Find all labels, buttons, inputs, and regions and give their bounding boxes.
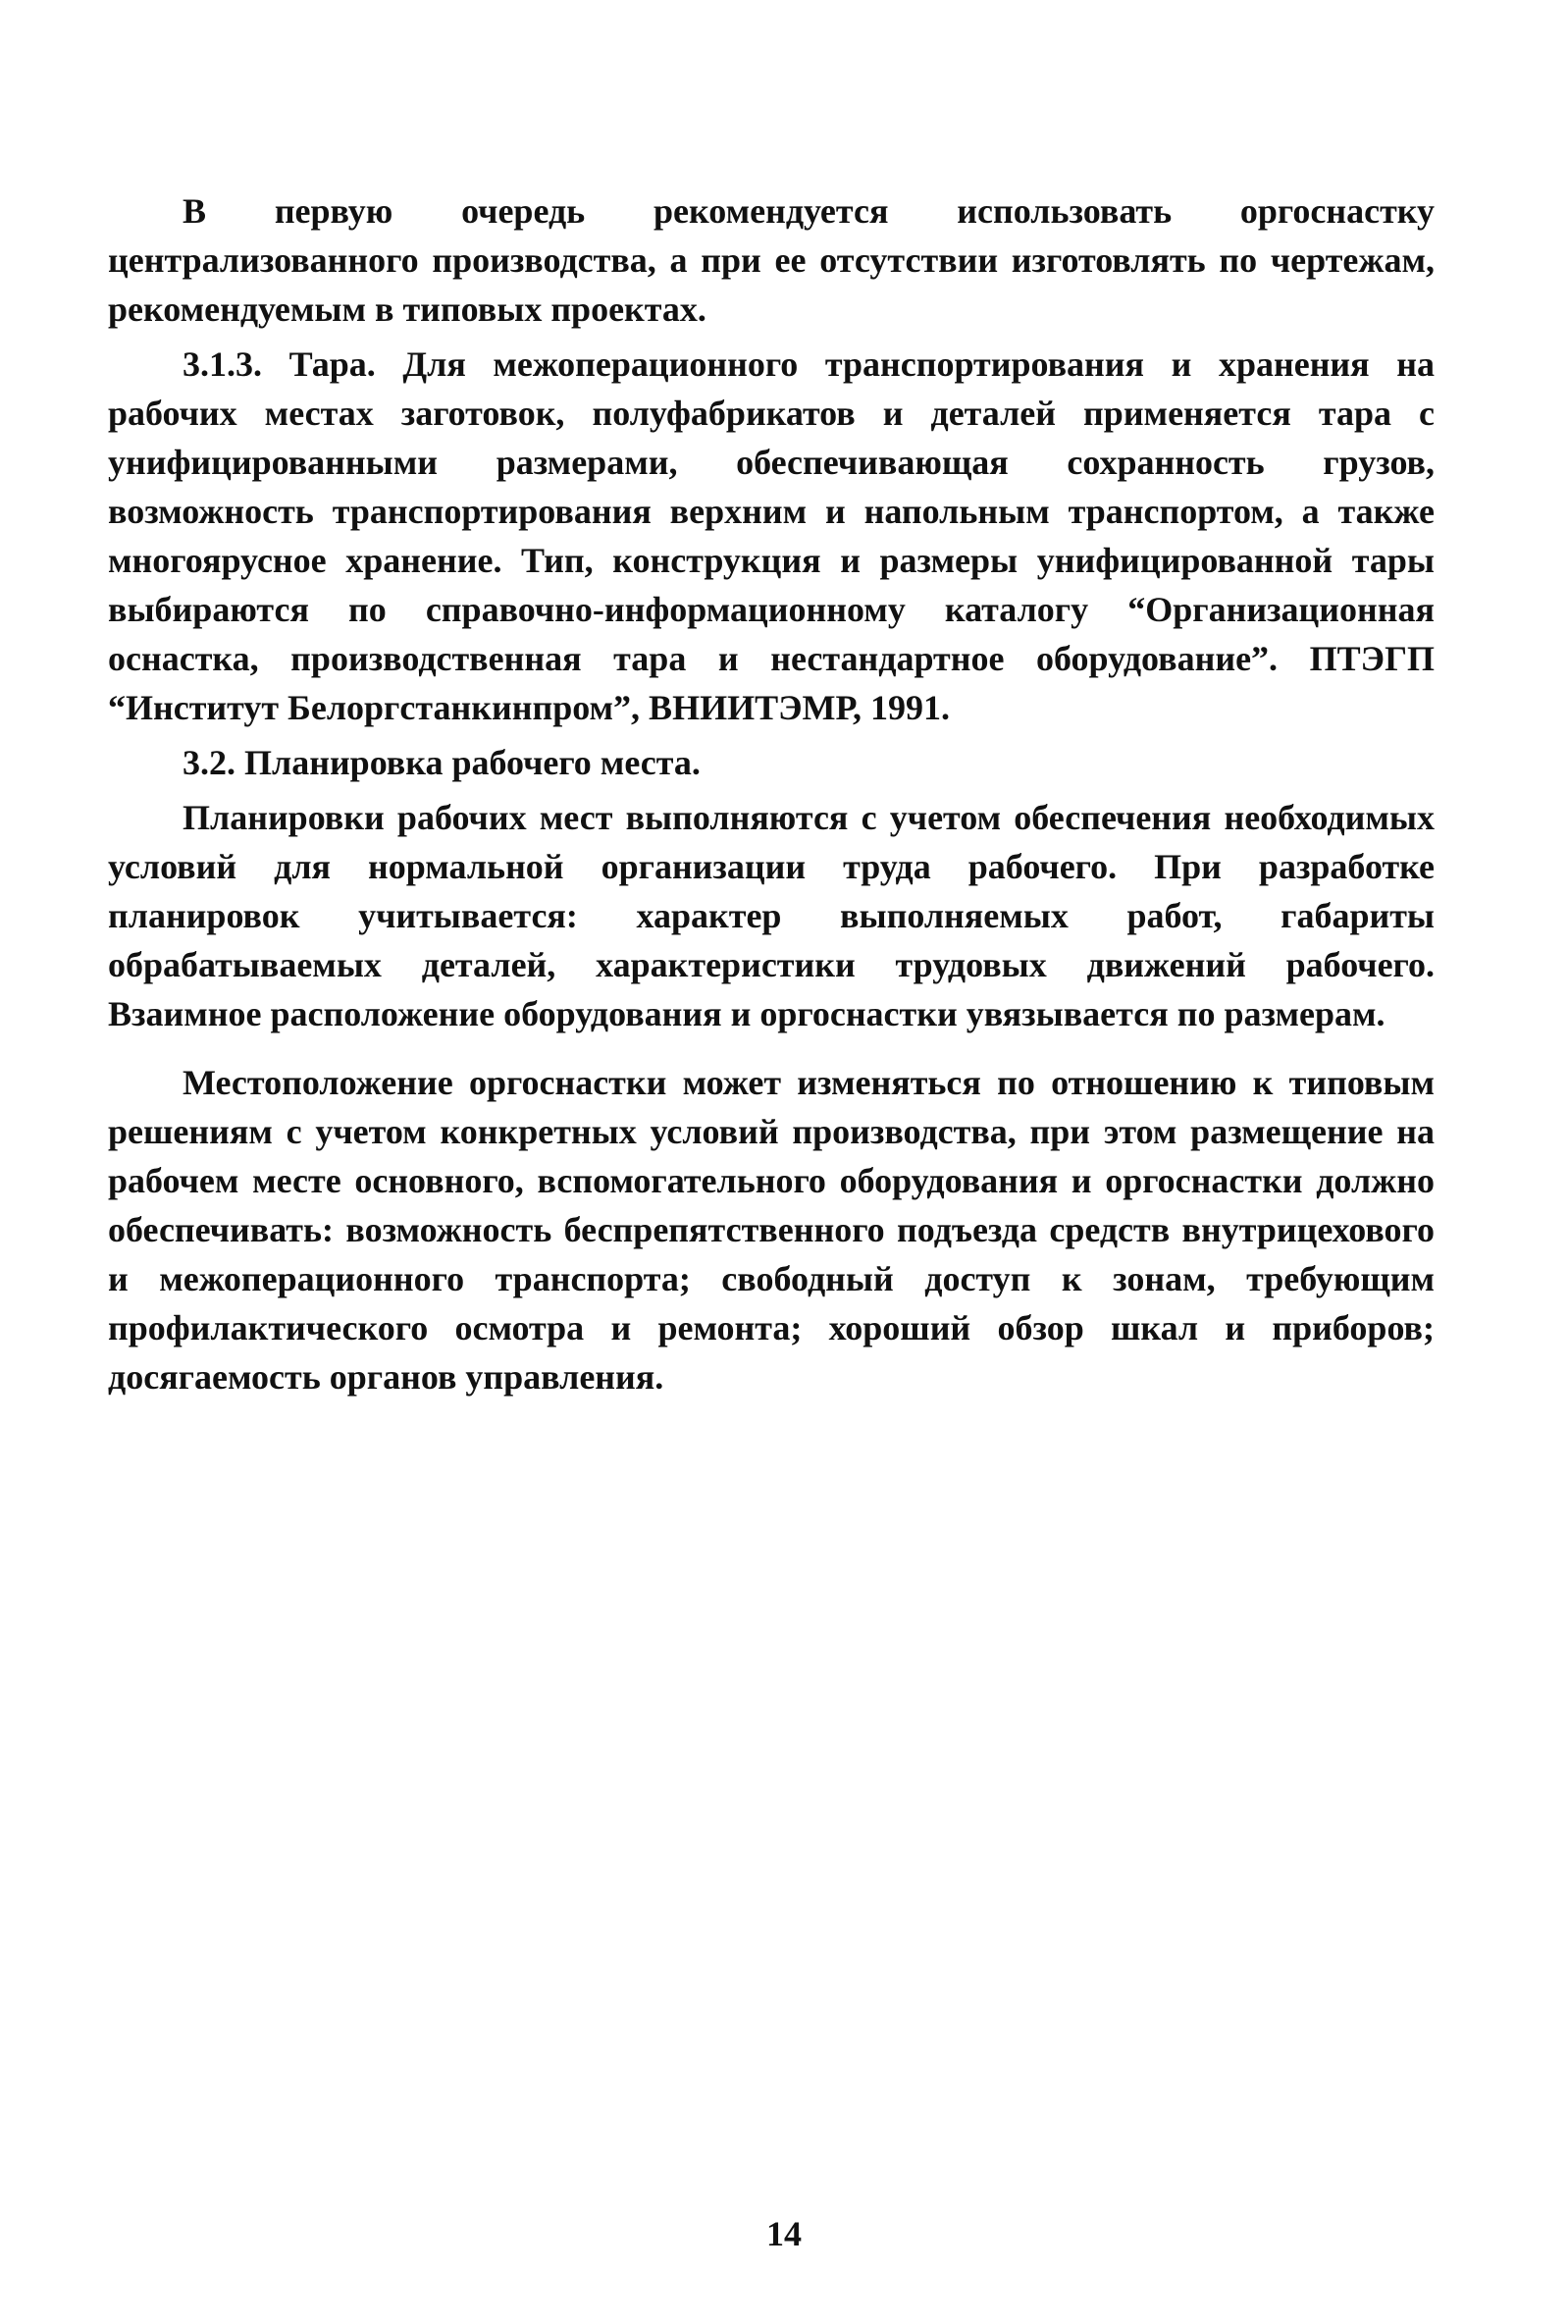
paragraph-orgosnastka: В первую очередь рекомендуется использовать оргоснастку централизованного производства, а при ее отсутствии изготовлять по чертежам, рекомендуемым в типовых проектах.	[108, 191, 1435, 329]
page-number: 14	[766, 2214, 802, 2253]
paragraph-planirovki: Планировки рабочих мест выполняются с учетом обеспечения необходимых условий для нормальной организации труда рабочего. При разработке планировок учитывается: характер выполняемых работ, габариты обрабатываемых деталей, характеристики трудовых движений рабочего. Взаимное расположение оборудования и оргоснастки увязывается по размерам.	[108, 798, 1435, 1033]
section-heading-planirovka: 3.2. Планировка рабочего места.	[183, 743, 701, 782]
document-page	[108, 186, 1435, 1401]
paragraph-tara-body: Для межоперационного транспортирования и хранения на рабочих местах заготовок, полуфабрикатов и деталей применяется тара с унифицированными размерами, обеспечивающая сохранность грузов, возможность транспортирования верхним и напольным транспортом, а также многоярусное хранение. Тип, конструкция и размеры унифицированной тары выбираются по справочно-информационному каталогу “Организационная оснастка, производственная тара и нестандартное оборудование”. ПТЭГП “Институт Белоргстанкинпром”, ВНИИТЭМР, 1991.	[108, 344, 1435, 727]
subsection-heading-tara: 3.1.3. Тара.	[183, 344, 376, 384]
paragraph-mestopolozhenie: Местоположение оргоснастки может изменяться по отношению к типовым решениям с учетом конкретных условий производства, при этом размещение на рабочем месте основного, вспомогательного оборудования и оргоснастки должно обеспечивать: возможность беспрепятственного подъезда средств внутрицехового и межоперационного транспорта; свободный доступ к зонам, требующим профилактического осмотра и ремонта; хороший обзор шкал и приборов; досягаемость органов управления.	[108, 1063, 1435, 1397]
paragraph-tara	[108, 340, 1435, 732]
